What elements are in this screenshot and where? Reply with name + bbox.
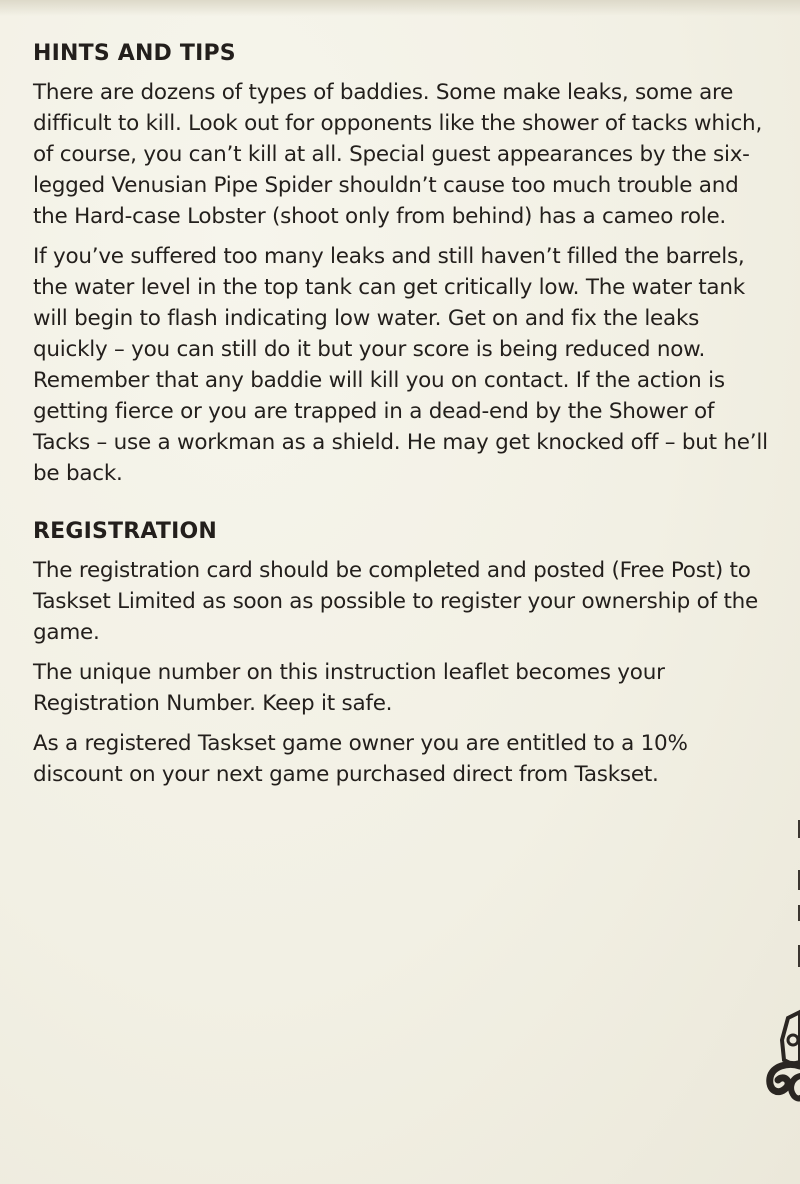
hints-paragraph-2: If you’ve suffered too many leaks and still haven’t filled the barrels, the water level in the top tank can get critically low. The water tank will begin to flash indicating low water. Get on and fix the leaks quickly – you can still do it but your score is being reduced now. Remember that any baddie will kill you on contact. If the action is getting fierce or you are trapped in a dead-end by the Shower of Tacks – use a workman as a shield. He may get knocked off – but he’ll be back. [33,244,768,486]
leaflet-content [33,40,768,799]
registration-heading: REGISTRATION [33,519,218,544]
hints-paragraph-1: There are dozens of types of baddies. Some make leaks, some are difficult to kill. Look out for opponents like the shower of tacks which, of course, you can’t kill at all. Special guest appearances by the six-legged Venusian Pipe Spider shouldn’t cause too much trouble and the Hard-case Lobster (shoot only from behind) has a cameo role. [33,80,763,229]
hints-section [33,40,768,489]
registration-paragraph-1: The registration card should be completed and posted (Free Post) to Taskset Limited as soon as possible to register your ownership of the game. [33,558,759,645]
registration-paragraph-3: As a registered Taskset game owner you are entitled to a 10% discount on your next game purchased direct from Taskset. [33,731,688,787]
registration-paragraph-2: The unique number on this instruction leaflet becomes your Registration Number. Keep it safe. [33,660,665,716]
hints-heading: HINTS AND TIPS [33,41,236,66]
cartridge-edge-graphic-icon [758,1000,800,1110]
registration-section [33,518,768,790]
scan-edge-shadow [0,0,800,16]
section-spacer [33,498,768,518]
